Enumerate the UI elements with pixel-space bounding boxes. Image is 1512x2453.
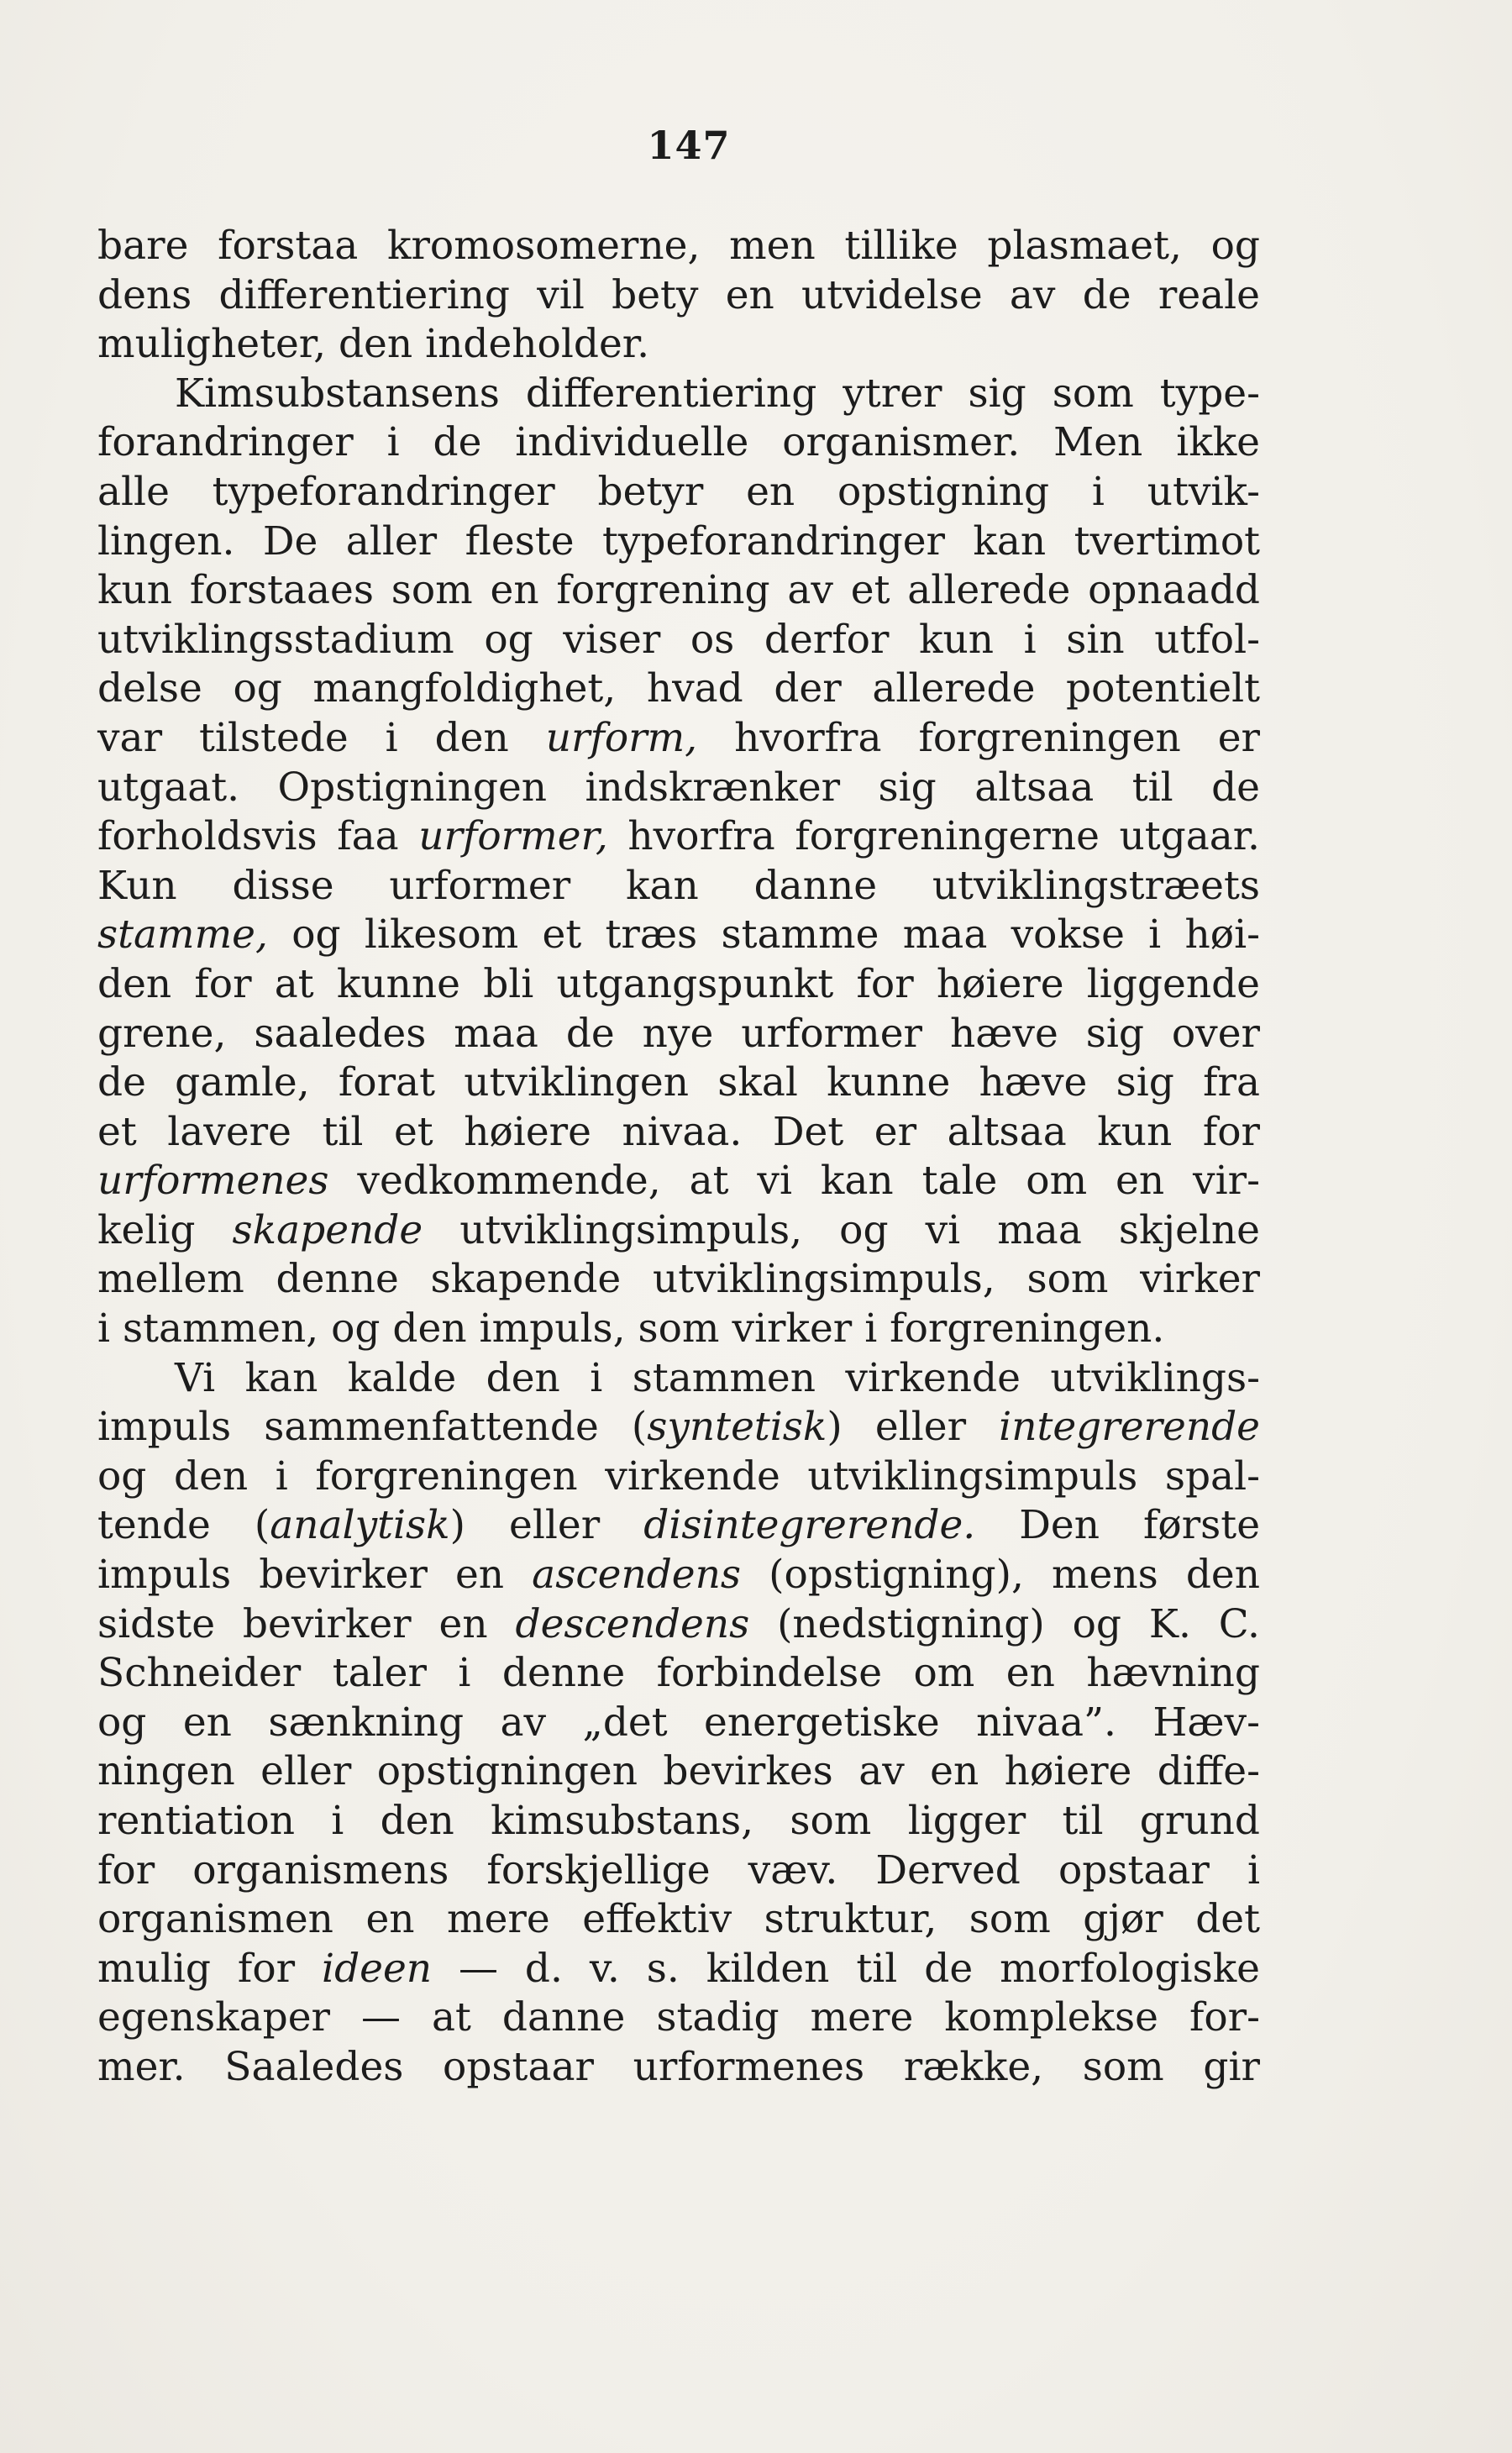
text-segment: bare forstaa kromosomerne, men tillike plasmaet, og (97, 223, 1260, 269)
text-segment: den for at kunne bli utgangspunkt for høiere liggende (97, 960, 1260, 1007)
text-line (97, 911, 1260, 960)
text-segment: hvorfra forgreningerne utgaar. (607, 813, 1260, 860)
text-line (97, 1108, 1260, 1158)
text-line (97, 1452, 1260, 1502)
text-segment: utviklingsimpuls, og vi maa skjelne (423, 1206, 1260, 1253)
text-segment: de gamle, forat utviklingen skal kunne hæve sig fra (97, 1059, 1260, 1106)
italic-text: ideen (322, 1945, 433, 1992)
text-line (97, 1206, 1260, 1256)
text-line (97, 1945, 1260, 1994)
text-segment: vedkommende, at vi kan tale om en vir- (328, 1158, 1260, 1205)
text-segment: sidste bevirker en (97, 1600, 516, 1647)
text-segment: organismen en mere effektiv struktur, som gjør det (97, 1896, 1260, 1943)
text-line (97, 1058, 1260, 1108)
italic-text: urformer, (418, 813, 608, 860)
text-segment: egenskaper — at danne stadig mere komplekse for- (97, 1994, 1260, 2041)
text-line (97, 1797, 1260, 1846)
text-line (97, 1600, 1260, 1650)
text-line (97, 468, 1260, 517)
text-segment: et lavere til et høiere nivaa. Det er altsaa kun for (97, 1108, 1260, 1155)
text-line (97, 1305, 1260, 1354)
text-segment: impuls bevirker en (97, 1552, 533, 1599)
text-segment: og en sænkning av „det energetiske nivaa”. Hæv- (97, 1699, 1260, 1746)
text-line (97, 320, 1260, 370)
text-segment: (nedstigning) og K. C. (749, 1600, 1260, 1647)
text-line (97, 1010, 1260, 1059)
text-segment: Kun disse urformer kan danne utviklingstræets (97, 862, 1260, 909)
text-segment: ) eller (449, 1502, 644, 1549)
text-segment: impuls sammenfattende ( (97, 1404, 648, 1451)
italic-text: skapende (232, 1206, 423, 1253)
italic-text: urform, (545, 714, 698, 761)
text-segment: lingen. De aller fleste typeforandringer kan tvertimot (97, 517, 1260, 565)
text-segment: ningen eller opstigningen bevirkes av en høiere diffe- (97, 1748, 1260, 1795)
text-segment: for organismens forskjellige væv. Derved opstaar i (97, 1846, 1260, 1894)
italic-text: stamme, (97, 911, 268, 959)
text-segment: og den i forgreningen virkende utviklingsimpuls spal- (97, 1452, 1260, 1500)
text-line (97, 1846, 1260, 1896)
text-line (97, 1993, 1260, 2043)
text-line (97, 271, 1260, 321)
page-number: 147 (647, 123, 731, 168)
text-line (97, 1551, 1260, 1600)
text-line (97, 222, 1260, 271)
text-segment: hvorfra forgreningen er (697, 714, 1260, 761)
text-segment: og likesom et træs stamme maa vokse i høi- (267, 911, 1260, 959)
text-segment: kun forstaaes som en forgrening av et allerede opnaadd (97, 567, 1260, 614)
text-segment: delse og mangfoldighet, hvad der allerede potentielt (97, 665, 1260, 712)
text-segment: forandringer i de individuelle organismer. Men ikke (97, 419, 1260, 466)
italic-text: syntetisk (647, 1404, 827, 1451)
text-segment: mellem denne skapende utviklingsimpuls, som virker (97, 1256, 1260, 1303)
text-line (97, 960, 1260, 1010)
text-segment: Kimsubstansens differentiering ytrer sig som type- (175, 370, 1260, 417)
italic-text: ascendens (532, 1552, 742, 1599)
text-segment: tende ( (97, 1502, 270, 1549)
italic-text: disintegrerende. (643, 1502, 976, 1549)
text-segment: (opstigning), mens den (741, 1552, 1260, 1599)
text-segment: forholdsvis faa (97, 813, 419, 860)
text-segment: Schneider taler i denne forbindelse om en hævning (97, 1650, 1260, 1697)
text-segment: alle typeforandringer betyr en opstigning i utvik- (97, 468, 1260, 515)
text-line (97, 862, 1260, 911)
text-line (97, 714, 1260, 764)
text-segment: muligheter, den indeholder. (97, 321, 650, 368)
text-segment: var tilstede i den (97, 714, 546, 761)
text-line (97, 1255, 1260, 1305)
text-line (97, 1699, 1260, 1748)
text-segment: utviklingsstadium og viser os derfor kun i sin utfol- (97, 616, 1260, 663)
text-segment: dens differentiering vil bety en utvidelse av de reale (97, 271, 1260, 318)
text-line (97, 1354, 1260, 1404)
text-line (97, 1157, 1260, 1206)
body-text (97, 222, 1260, 2093)
text-segment: i stammen, og den impuls, som virker i forgreningen. (97, 1305, 1165, 1353)
text-segment: rentiation i den kimsubstans, som ligger til grund (97, 1798, 1260, 1844)
text-segment: Den første (975, 1502, 1261, 1549)
text-segment: ) eller (827, 1404, 1000, 1451)
text-line (97, 664, 1260, 714)
text-line (97, 517, 1260, 567)
text-segment: — d. v. s. kilden til de morfologiske (432, 1945, 1260, 1992)
text-segment: grene, saaledes maa de nye urformer hæve sig over (97, 1010, 1260, 1057)
text-line (97, 1649, 1260, 1699)
text-segment: Vi kan kalde den i stammen virkende utviklings- (175, 1354, 1260, 1401)
text-segment: utgaat. Opstigningen indskrænker sig altsaa til de (97, 764, 1260, 811)
text-line (97, 1501, 1260, 1551)
text-line (97, 616, 1260, 665)
text-segment: mer. Saaledes opstaar urformenes række, som gir (97, 2043, 1260, 2090)
text-segment: mulig for (97, 1945, 323, 1992)
italic-text: integrerende (999, 1404, 1260, 1451)
text-line (97, 764, 1260, 813)
text-line (97, 370, 1260, 419)
text-segment: kelig (97, 1206, 233, 1253)
italic-text: urformenes (97, 1158, 329, 1205)
text-line (97, 566, 1260, 616)
text-line (97, 1403, 1260, 1452)
text-line (97, 1895, 1260, 1945)
text-line (97, 812, 1260, 862)
text-line (97, 2043, 1260, 2093)
text-line (97, 1747, 1260, 1797)
text-line (97, 418, 1260, 468)
italic-text: analytisk (270, 1502, 450, 1549)
italic-text: descendens (515, 1600, 750, 1647)
